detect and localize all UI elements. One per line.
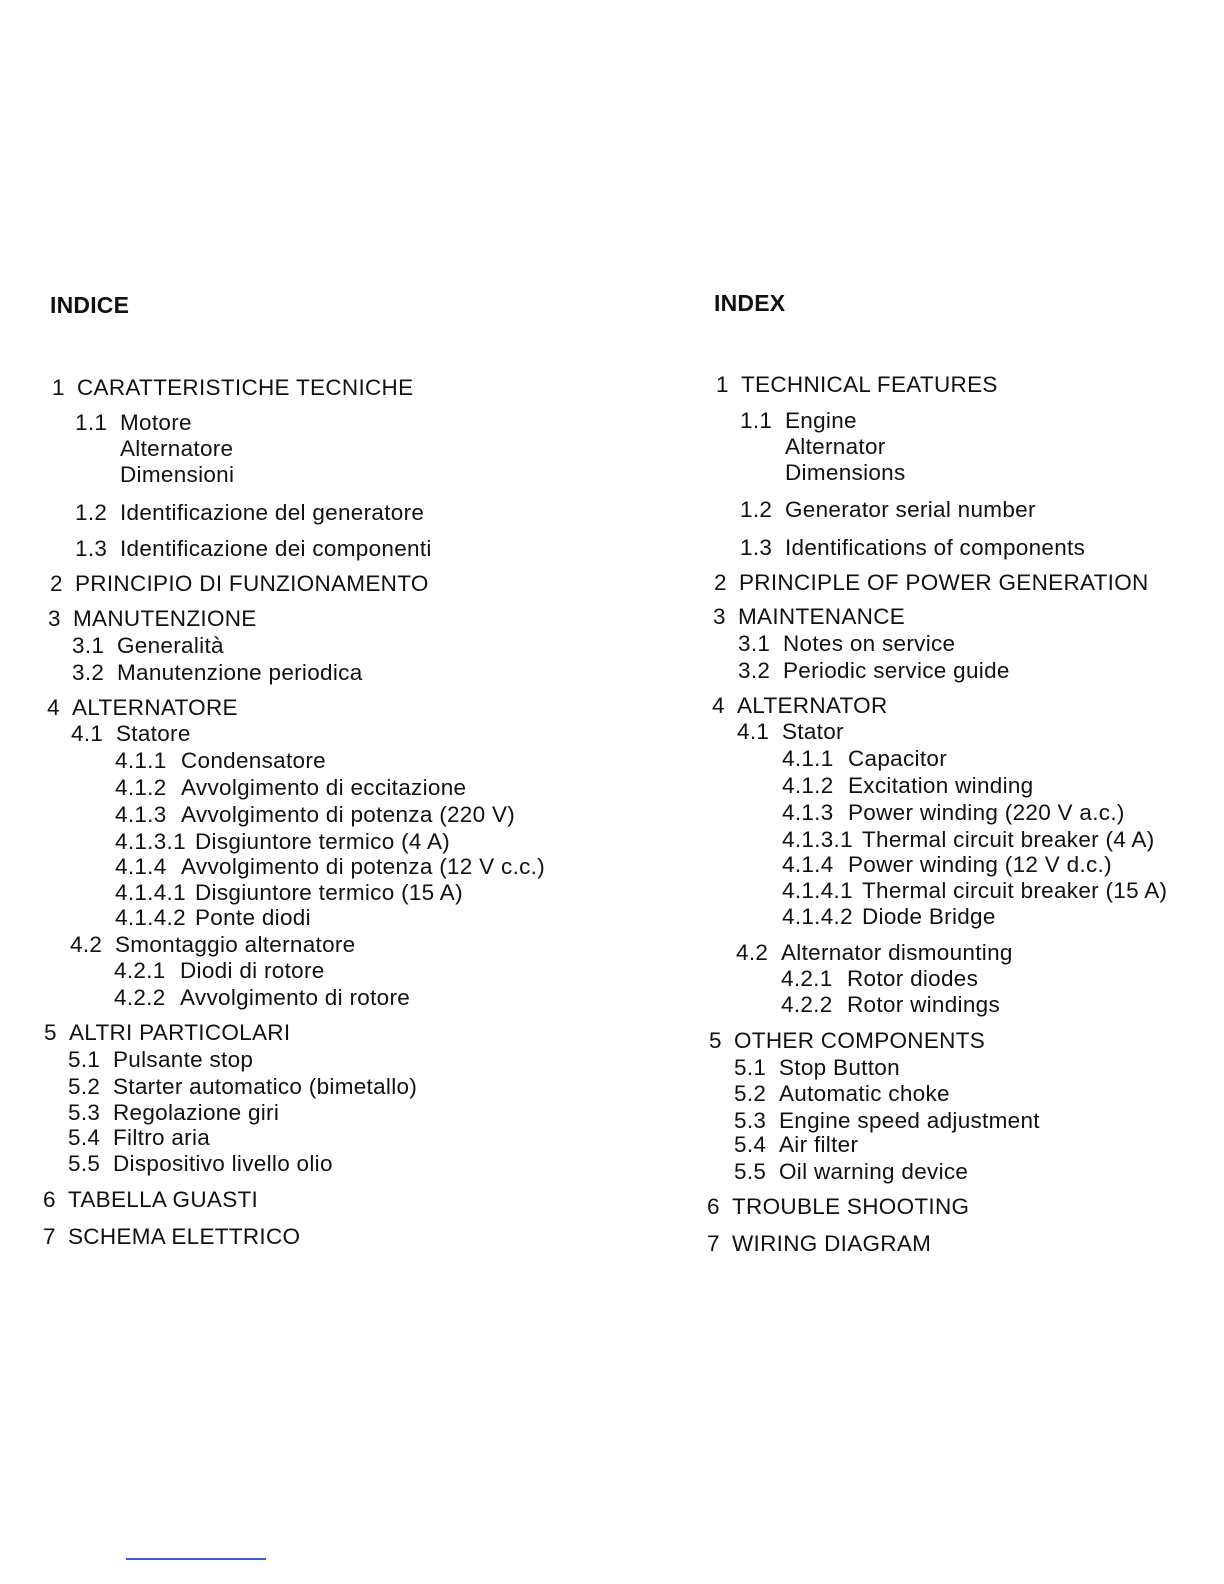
toc-entry: [75, 538, 432, 561]
toc-entry-number: 4.1.4.2: [115, 905, 186, 930]
toc-entry-text: Excitation winding: [848, 773, 1034, 798]
toc-entry: [43, 1226, 300, 1249]
toc-entry: [52, 377, 413, 400]
toc-entry-continuation: [785, 462, 906, 485]
toc-entry-text: Rotor diodes: [847, 966, 979, 991]
toc-entry-text: Engine: [785, 408, 857, 433]
toc-entry-number: 5.2: [68, 1074, 101, 1099]
toc-entry-number: 4.2.2: [781, 992, 833, 1017]
toc-entry: [70, 934, 356, 957]
toc-entry-text: Statore: [116, 721, 191, 746]
toc-entry-text: Capacitor: [848, 746, 947, 771]
toc-entry-number: 5.5: [734, 1159, 767, 1184]
toc-entry: [782, 775, 1034, 798]
toc-entry: [713, 606, 905, 629]
toc-entry: [738, 660, 1010, 683]
toc-entry-number: 4.1.4.1: [782, 878, 853, 903]
toc-entry-number: 4: [712, 693, 725, 718]
toc-entry-number: 4: [47, 695, 60, 720]
index-title-italian: INDICE: [50, 292, 130, 318]
toc-entry: [782, 854, 1112, 877]
toc-entry-number: 3.1: [72, 633, 105, 658]
toc-entry: [68, 1153, 333, 1176]
toc-entry: [115, 831, 450, 854]
toc-entry-text: Avvolgimento di rotore: [180, 985, 411, 1010]
toc-entry-number: 4.2: [70, 932, 103, 957]
toc-entry-number: 2: [50, 571, 63, 596]
toc-entry-number: 5.5: [68, 1151, 101, 1176]
toc-entry: [44, 1022, 290, 1045]
toc-entry-text: CARATTERISTICHE TECNICHE: [77, 375, 414, 400]
toc-entry-number: 4.2: [736, 940, 769, 965]
toc-entry-number: 3.2: [72, 660, 105, 685]
toc-entry: [782, 906, 996, 929]
toc-entry: [115, 907, 311, 930]
toc-entry-number: 4.1.3.1: [782, 827, 853, 852]
toc-entry: [114, 960, 325, 983]
toc-entry-text: Alternator: [785, 434, 886, 459]
toc-entry: [71, 723, 191, 746]
toc-entry-number: 5: [44, 1020, 57, 1045]
toc-entry-text: Generalità: [117, 633, 224, 658]
toc-entry-text: Manutenzione periodica: [117, 660, 363, 685]
toc-entry: [114, 987, 410, 1010]
toc-entry-number: 5.4: [68, 1125, 101, 1150]
toc-entry: [68, 1076, 417, 1099]
toc-entry-continuation: [785, 436, 886, 459]
toc-entry-number: 4.1.2: [782, 773, 834, 798]
toc-entry-text: Notes on service: [783, 631, 956, 656]
toc-entry-text: Periodic service guide: [783, 658, 1010, 683]
toc-entry: [734, 1110, 1040, 1133]
toc-entry: [782, 880, 1167, 903]
toc-entry: [740, 499, 1036, 522]
toc-entry-text: Regolazione giri: [113, 1100, 280, 1125]
toc-entry-number: 4.1: [737, 719, 770, 744]
toc-entry: [740, 410, 857, 433]
toc-entry-text: Starter automatico (bimetallo): [113, 1074, 418, 1099]
toc-entry: [734, 1083, 950, 1106]
toc-entry-number: 4.1: [71, 721, 104, 746]
toc-entry-text: Diode Bridge: [862, 904, 996, 929]
toc-entry: [115, 804, 515, 827]
toc-entry: [782, 802, 1125, 825]
toc-entry-text: Motore: [120, 410, 192, 435]
toc-entry-number: 4.2.1: [114, 958, 166, 983]
toc-entry-number: 4.1.3: [115, 802, 167, 827]
toc-entry-text: MAINTENANCE: [738, 604, 906, 629]
toc-entry-text: Stop Button: [779, 1055, 900, 1080]
toc-entry: [738, 633, 955, 656]
toc-entry-number: 4.1.4: [782, 852, 834, 877]
toc-entry-number: 1: [52, 375, 65, 400]
toc-entry-continuation: [120, 464, 234, 487]
toc-entry: [716, 374, 998, 397]
toc-entry-number: 1: [716, 372, 729, 397]
toc-entry-number: 5.2: [734, 1081, 767, 1106]
toc-entry-text: ALTERNATORE: [72, 695, 238, 720]
toc-entry: [714, 572, 1149, 595]
toc-entry-text: Smontaggio alternatore: [115, 932, 356, 957]
toc-entry: [68, 1127, 210, 1150]
toc-entry: [47, 697, 238, 720]
toc-entry-text: Dispositivo livello olio: [113, 1151, 333, 1176]
toc-entry-number: 6: [707, 1194, 720, 1219]
toc-entry: [68, 1049, 253, 1072]
toc-entry-number: 6: [43, 1187, 56, 1212]
footer-rule: [126, 1558, 266, 1560]
toc-entry: [115, 777, 466, 800]
toc-entry-number: 1.1: [75, 410, 108, 435]
toc-entry-number: 2: [714, 570, 727, 595]
toc-entry-text: TECHNICAL FEATURES: [741, 372, 998, 397]
toc-entry: [50, 573, 429, 596]
toc-entry-text: Identificazione del generatore: [120, 500, 425, 525]
toc-entry-text: Power winding (12 V d.c.): [848, 852, 1112, 877]
toc-entry-continuation: [120, 438, 233, 461]
toc-entry-number: 4.2.1: [781, 966, 833, 991]
toc-entry: [782, 829, 1155, 852]
toc-entry-number: 7: [43, 1224, 56, 1249]
toc-entry-number: 4.2.2: [114, 985, 166, 1010]
toc-entry-text: Identificazione dei componenti: [120, 536, 432, 561]
toc-entry-text: Thermal circuit breaker (15 A): [862, 878, 1168, 903]
toc-entry-number: 5: [709, 1028, 722, 1053]
toc-entry-number: 1.2: [75, 500, 108, 525]
toc-entry: [734, 1057, 900, 1080]
toc-entry-text: WIRING DIAGRAM: [732, 1231, 932, 1256]
toc-entry: [72, 635, 224, 658]
toc-entry-text: Alternator dismounting: [781, 940, 1013, 965]
toc-entry-text: Avvolgimento di eccitazione: [181, 775, 467, 800]
toc-entry: [781, 968, 978, 991]
toc-entry: [740, 537, 1085, 560]
toc-entry-number: 4.1.2: [115, 775, 167, 800]
index-title-english: INDEX: [714, 290, 786, 316]
toc-entry: [68, 1102, 279, 1125]
toc-entry-number: 5.4: [734, 1132, 767, 1157]
toc-entry-number: 4.1.3.1: [115, 829, 186, 854]
toc-entry: [782, 748, 947, 771]
toc-entry-text: SCHEMA ELETTRICO: [68, 1224, 301, 1249]
toc-entry-text: PRINCIPLE OF POWER GENERATION: [739, 570, 1149, 595]
toc-entry-number: 3.2: [738, 658, 771, 683]
toc-entry-number: 4.1.3: [782, 800, 834, 825]
toc-entry-text: Stator: [782, 719, 844, 744]
toc-entry-text: Avvolgimento di potenza (12 V c.c.): [181, 854, 546, 879]
toc-entry-text: Filtro aria: [113, 1125, 211, 1150]
toc-entry-text: Dimensioni: [120, 462, 235, 487]
toc-entry-text: MANUTENZIONE: [73, 606, 257, 631]
toc-entry: [781, 994, 1000, 1017]
toc-entry-text: Air filter: [779, 1132, 859, 1157]
toc-entry-number: 1.2: [740, 497, 773, 522]
toc-entry-text: Automatic choke: [779, 1081, 950, 1106]
toc-entry-text: Condensatore: [181, 748, 326, 773]
toc-entry: [709, 1030, 985, 1053]
toc-entry: [48, 608, 257, 631]
toc-entry-number: 4.1.4: [115, 854, 167, 879]
toc-entry-text: Power winding (220 V a.c.): [848, 800, 1125, 825]
toc-entry-number: 5.3: [68, 1100, 101, 1125]
toc-entry: [75, 502, 424, 525]
toc-entry-text: Thermal circuit breaker (4 A): [862, 827, 1155, 852]
toc-entry-text: Ponte diodi: [195, 905, 311, 930]
toc-entry-text: Disgiuntore termico (15 A): [195, 880, 463, 905]
toc-entry-text: PRINCIPIO DI FUNZIONAMENTO: [75, 571, 429, 596]
toc-entry-number: 4.1.1: [115, 748, 167, 773]
toc-entry-text: TABELLA GUASTI: [68, 1187, 259, 1212]
toc-entry-text: Alternatore: [120, 436, 234, 461]
toc-entry: [737, 721, 844, 744]
toc-entry-text: Pulsante stop: [113, 1047, 254, 1072]
toc-entry-text: OTHER COMPONENTS: [734, 1028, 986, 1053]
toc-entry-text: Avvolgimento di potenza (220 V): [181, 802, 516, 827]
toc-entry-number: 4.1.1: [782, 746, 834, 771]
toc-entry-number: 4.1.4.1: [115, 880, 186, 905]
toc-entry: [736, 942, 1013, 965]
toc-entry: [734, 1134, 858, 1157]
toc-entry: [43, 1189, 258, 1212]
toc-entry-number: 4.1.4.2: [782, 904, 853, 929]
toc-entry-number: 3: [713, 604, 726, 629]
toc-entry-number: 1.3: [75, 536, 108, 561]
toc-entry: [115, 882, 463, 905]
toc-entry-text: Rotor windings: [847, 992, 1001, 1017]
toc-entry-text: TROUBLE SHOOTING: [732, 1194, 970, 1219]
toc-entry-number: 3.1: [738, 631, 771, 656]
toc-entry: [72, 662, 363, 685]
toc-entry: [75, 412, 192, 435]
toc-entry-text: Identifications of components: [785, 535, 1086, 560]
toc-entry: [712, 695, 888, 718]
toc-entry-number: 5.1: [734, 1055, 767, 1080]
toc-entry-number: 5.1: [68, 1047, 101, 1072]
toc-entry: [115, 750, 326, 773]
toc-entry-text: ALTRI PARTICOLARI: [69, 1020, 291, 1045]
toc-entry-text: Diodi di rotore: [180, 958, 325, 983]
toc-entry-text: Dimensions: [785, 460, 906, 485]
toc-entry-number: 7: [707, 1231, 720, 1256]
toc-entry-text: ALTERNATOR: [737, 693, 888, 718]
toc-entry-text: Engine speed adjustment: [779, 1108, 1040, 1133]
toc-entry-text: Disgiuntore termico (4 A): [195, 829, 451, 854]
toc-entry-text: Oil warning device: [779, 1159, 969, 1184]
toc-entry-number: 1.1: [740, 408, 773, 433]
toc-entry: [707, 1196, 969, 1219]
toc-entry: [707, 1233, 931, 1256]
toc-entry-text: Generator serial number: [785, 497, 1036, 522]
toc-entry-number: 1.3: [740, 535, 773, 560]
toc-entry-number: 5.3: [734, 1108, 767, 1133]
toc-entry: [115, 856, 545, 879]
toc-entry-number: 3: [48, 606, 61, 631]
toc-entry: [734, 1161, 968, 1184]
